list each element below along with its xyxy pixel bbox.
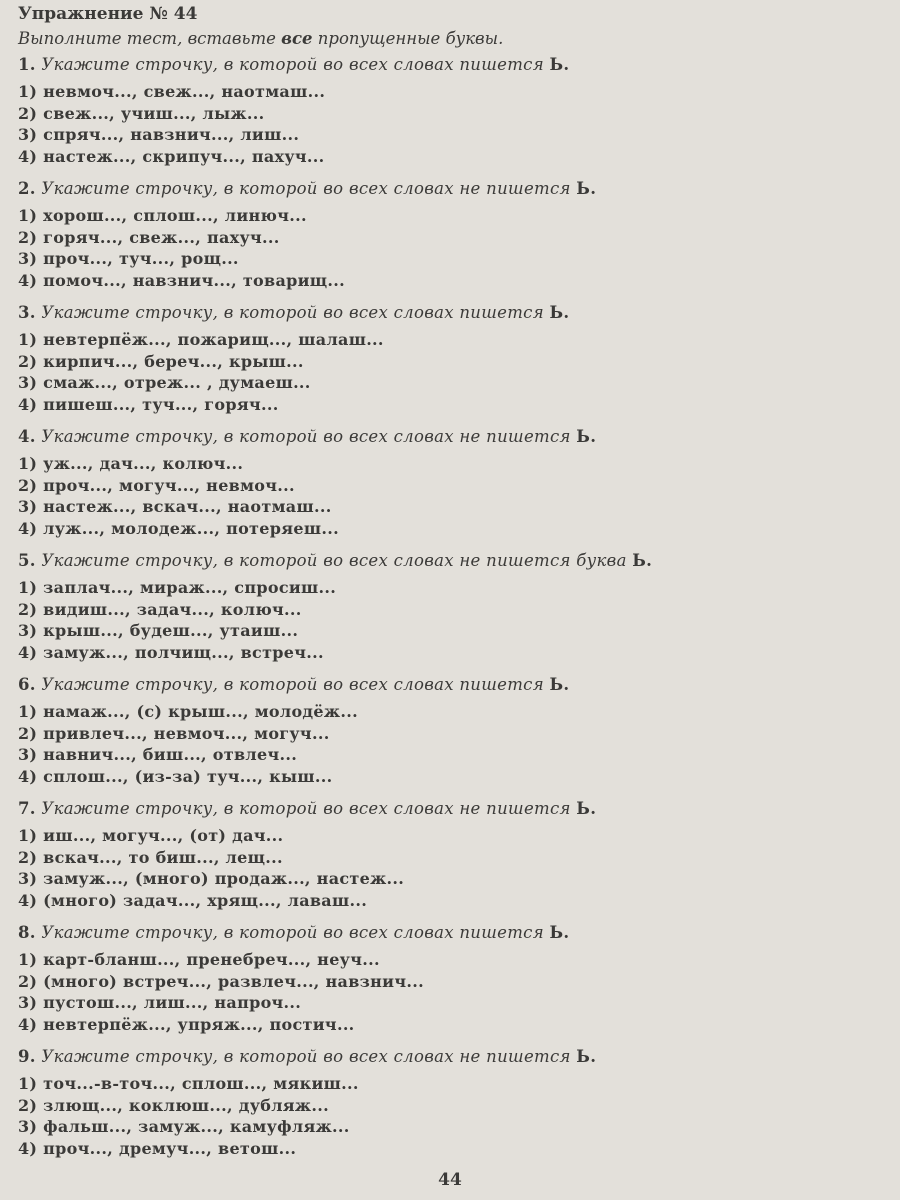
page-number: 44 bbox=[438, 1170, 462, 1190]
question-number: 4. bbox=[18, 427, 36, 446]
question-title bbox=[18, 427, 878, 453]
question-number: 5. bbox=[18, 551, 36, 570]
question-list bbox=[18, 55, 878, 1171]
question-text: Укажите строчку, в которой во всех словах не пишется bbox=[41, 799, 577, 818]
question-number: 6. bbox=[18, 675, 36, 694]
answer-option: 2) свеж..., учиш..., лыж... bbox=[18, 103, 265, 123]
question bbox=[18, 923, 878, 1047]
question-text: Укажите строчку, в которой во всех словах не пишется bbox=[41, 1047, 577, 1066]
answer-option: 1) намаж..., (с) крыш..., молодёж... bbox=[18, 702, 358, 721]
question-title bbox=[18, 303, 878, 329]
answer-option: 3) настеж..., вскач..., наотмаш... bbox=[18, 497, 332, 516]
question-title bbox=[18, 675, 878, 701]
question-number: 3. bbox=[18, 303, 36, 322]
question-text: Укажите строчку, в которой во всех словах пишется bbox=[41, 923, 550, 942]
answer-option: 2) злющ..., коклюш..., дубляж... bbox=[18, 1095, 329, 1115]
question-text: Укажите строчку, в которой во всех словах пишется bbox=[41, 675, 550, 694]
question-number: 7. bbox=[18, 799, 36, 818]
question bbox=[18, 427, 878, 551]
answer-option: 1) иш..., могуч..., (от) дач... bbox=[18, 826, 284, 845]
answer-option: 4) настеж..., скрипуч..., пахуч... bbox=[18, 146, 325, 166]
question-title bbox=[18, 179, 878, 205]
answer-option: 2) привлеч..., невмоч..., могуч... bbox=[18, 723, 330, 743]
answer-option: 4) невтерпёж..., упряж..., постич... bbox=[18, 1014, 355, 1034]
instruction-text: Выполните тест, вставьте bbox=[18, 29, 282, 48]
instruction-bold: все bbox=[281, 29, 313, 48]
answer-option: 3) спряч..., навзнич..., лиш... bbox=[18, 125, 300, 144]
answer-option: 3) проч..., туч..., рощ... bbox=[18, 249, 239, 268]
answer-option: 3) пустош..., лиш..., напроч... bbox=[18, 993, 302, 1012]
question bbox=[18, 675, 878, 799]
answer-option: 1) карт-бланш..., пренебреч..., неуч... bbox=[18, 950, 380, 969]
question-number: 1. bbox=[18, 55, 36, 74]
answer-option: 1) точ...-в-точ..., сплош..., мякиш... bbox=[18, 1074, 359, 1093]
question-letter: Ь. bbox=[576, 179, 597, 198]
answer-option: 4) помоч..., навзнич..., товарищ... bbox=[18, 270, 345, 290]
answer-option: 2) (много) встреч..., развлеч..., навзнич... bbox=[18, 971, 424, 991]
answer-option: 1) заплач..., мираж..., спросиш... bbox=[18, 578, 337, 597]
answer-option: 2) горяч..., свеж..., пахуч... bbox=[18, 227, 280, 247]
question-text: Укажите строчку, в которой во всех словах не пишется bbox=[41, 179, 577, 198]
answer-option: 2) кирпич..., береч..., крыш... bbox=[18, 351, 304, 371]
answer-option: 3) замуж..., (много) продаж..., настеж... bbox=[18, 869, 405, 888]
answer-option: 1) невтерпёж..., пожарищ..., шалаш... bbox=[18, 330, 384, 349]
instruction-text-end: пропущенные буквы. bbox=[312, 29, 504, 48]
question-letter: Ь. bbox=[549, 675, 570, 694]
question bbox=[18, 1047, 878, 1171]
answer-option: 4) луж..., молодеж..., потеряеш... bbox=[18, 518, 339, 538]
question-letter: Ь. bbox=[576, 799, 597, 818]
answer-option: 1) невмоч..., свеж..., наотмаш... bbox=[18, 82, 326, 101]
question-letter: Ь. bbox=[549, 303, 570, 322]
answer-option: 2) видиш..., задач..., колюч... bbox=[18, 599, 302, 619]
question bbox=[18, 799, 878, 923]
question-letter: Ь. bbox=[576, 1047, 597, 1066]
question-text: Укажите строчку, в которой во всех словах пишется bbox=[41, 55, 550, 74]
question-letter: Ь. bbox=[549, 923, 570, 942]
answer-option: 3) смаж..., отреж... , думаеш... bbox=[18, 373, 311, 392]
question-letter: Ь. bbox=[632, 551, 653, 570]
question-text: Укажите строчку, в которой во всех словах пишется bbox=[41, 303, 550, 322]
question bbox=[18, 551, 878, 675]
question-number: 2. bbox=[18, 179, 36, 198]
answer-option: 2) проч..., могуч..., невмоч... bbox=[18, 475, 295, 495]
exercise-title: Упражнение № 44 bbox=[18, 4, 198, 24]
answer-option: 3) крыш..., будеш..., утаиш... bbox=[18, 621, 299, 640]
question-title bbox=[18, 55, 878, 81]
answer-option: 1) уж..., дач..., колюч... bbox=[18, 454, 244, 473]
question-title bbox=[18, 1047, 878, 1073]
question bbox=[18, 303, 878, 427]
answer-option: 1) хорош..., сплош..., линюч... bbox=[18, 206, 307, 225]
question-text: Укажите строчку, в которой во всех словах не пишется буква bbox=[41, 551, 633, 570]
question bbox=[18, 55, 878, 179]
exercise-instruction bbox=[18, 29, 503, 48]
question-title bbox=[18, 799, 878, 825]
answer-option: 4) сплош..., (из-за) туч..., кыш... bbox=[18, 766, 333, 786]
question bbox=[18, 179, 878, 303]
question-text: Укажите строчку, в которой во всех словах не пишется bbox=[41, 427, 577, 446]
answer-option: 4) (много) задач..., хрящ..., лаваш... bbox=[18, 890, 368, 910]
answer-option: 2) вскач..., то биш..., лещ... bbox=[18, 847, 283, 867]
question-number: 9. bbox=[18, 1047, 36, 1066]
question-letter: Ь. bbox=[576, 427, 597, 446]
question-title bbox=[18, 923, 878, 949]
answer-option: 4) пишеш..., туч..., горяч... bbox=[18, 394, 279, 414]
answer-option: 4) замуж..., полчищ..., встреч... bbox=[18, 642, 324, 662]
answer-option: 3) фальш..., замуж..., камуфляж... bbox=[18, 1117, 350, 1136]
answer-option: 3) навнич..., биш..., отвлеч... bbox=[18, 745, 298, 764]
question-letter: Ь. bbox=[549, 55, 570, 74]
question-title bbox=[18, 551, 878, 577]
question-number: 8. bbox=[18, 923, 36, 942]
answer-option: 4) проч..., дремуч..., ветош... bbox=[18, 1138, 297, 1158]
